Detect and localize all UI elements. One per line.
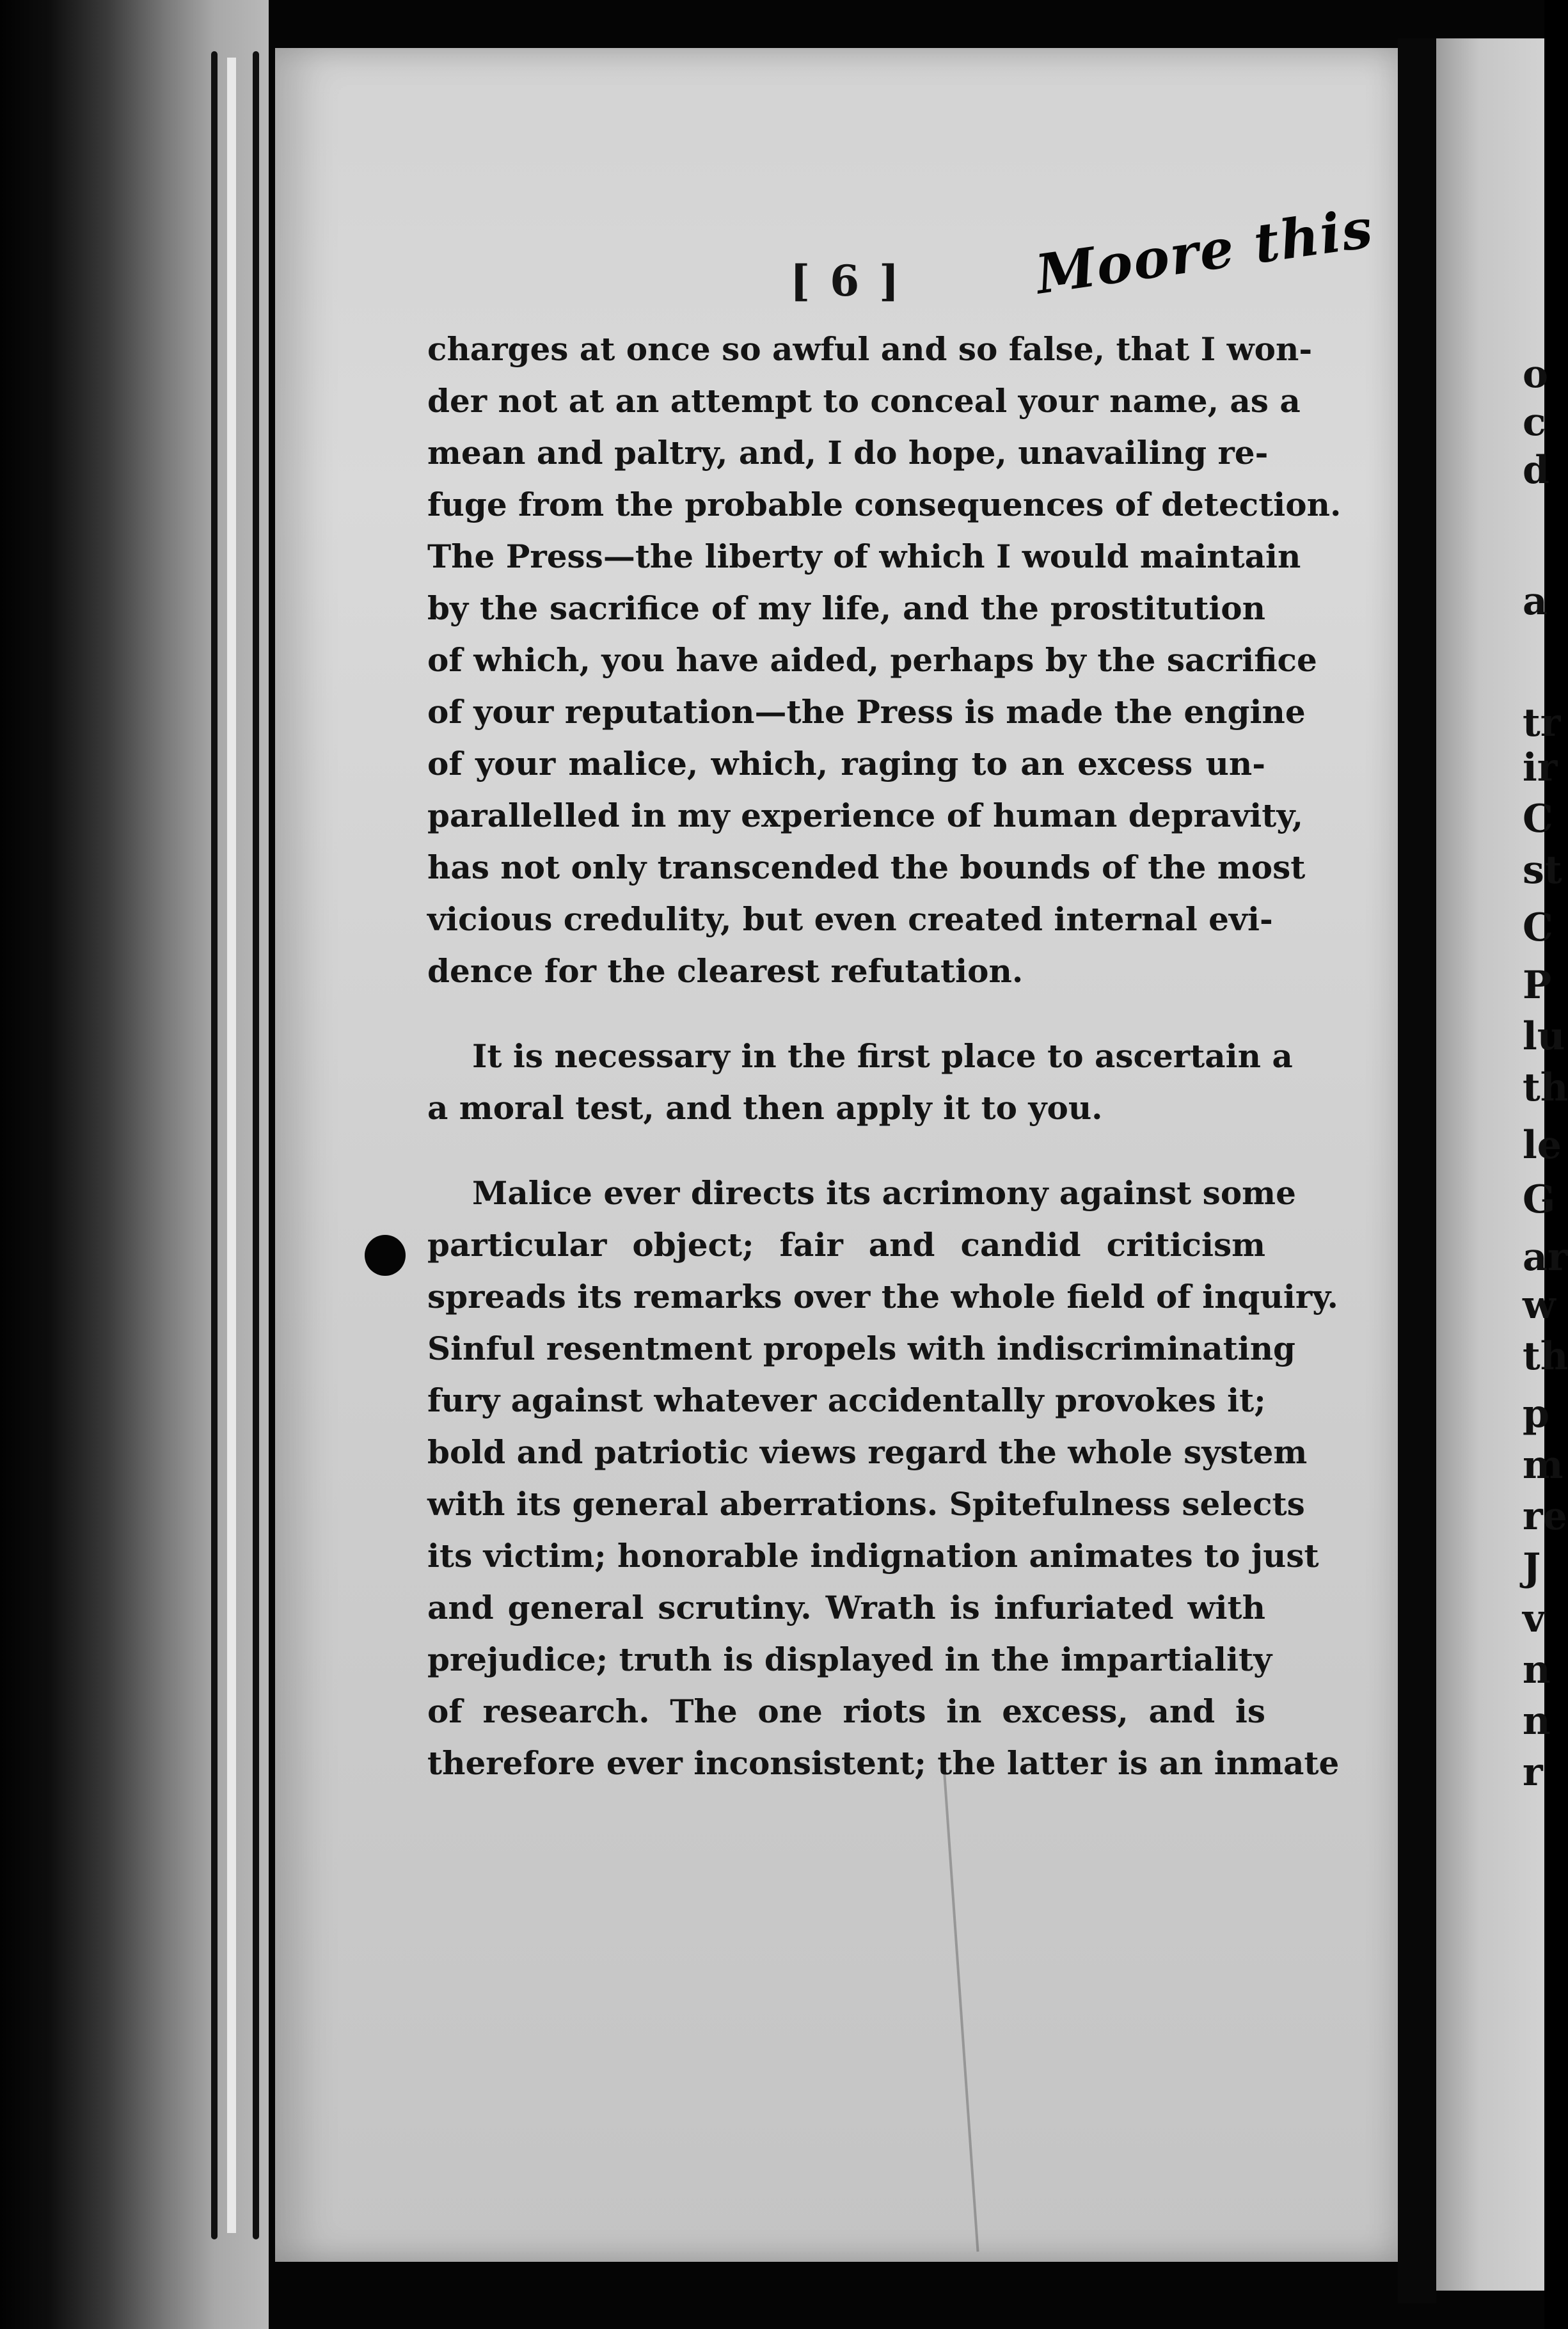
paragraph-gap: [427, 1134, 1265, 1167]
next-page-letter: tr: [1523, 701, 1561, 745]
text-line: of your reputation—the Press is made the engine: [427, 693, 1306, 731]
text-line: fuge from the probable consequences of detection.: [427, 486, 1342, 523]
text-line: particular object; fair and candid criticism: [427, 1226, 1265, 1264]
text-line: der not at an attempt to conceal your name, as a: [427, 382, 1301, 420]
paragraph-gap: [427, 997, 1265, 1030]
text-line: with its general aberrations. Spitefulness selects: [427, 1485, 1305, 1523]
text-line: therefore ever inconsistent; the latter is an inmate: [427, 1744, 1340, 1782]
text-line: It is necessary in the first place to ascertain a: [472, 1037, 1293, 1075]
text-line: of research. The one riots in excess, and is: [427, 1692, 1265, 1730]
text-line: of which, you have aided, perhaps by the sacrifice: [427, 641, 1317, 679]
next-page-letter: re: [1523, 1494, 1567, 1539]
next-page-letter: n: [1523, 1648, 1551, 1692]
next-page-letter: J: [1523, 1545, 1541, 1590]
page-edge-line: [211, 51, 218, 2239]
next-page-letter: n: [1523, 1699, 1551, 1744]
text-line: parallelled in my experience of human depravity,: [427, 797, 1304, 834]
text-line: Sinful resentment propels with indiscriminating: [427, 1330, 1296, 1367]
text-line: and general scrutiny. Wrath is infuriated with: [427, 1589, 1265, 1626]
text-line: Malice ever directs its acrimony against some: [472, 1174, 1296, 1212]
next-page-letter: r: [1523, 1750, 1543, 1795]
ink-blot: [365, 1235, 406, 1276]
text-line: prejudice; truth is displayed in the impartiality: [427, 1641, 1272, 1678]
handwritten-annotation: Moore this: [1032, 196, 1377, 306]
page-edges: [0, 0, 269, 2329]
text-line: by the sacrifice of my life, and the prostitution: [427, 589, 1265, 627]
next-page-letter: ir: [1523, 745, 1558, 790]
text-line: vicious credulity, but even created internal evi-: [427, 900, 1273, 938]
next-page-letter: o: [1523, 352, 1549, 397]
next-page-letter: C: [1523, 905, 1553, 950]
text-line: fury against whatever accidentally provokes it;: [427, 1381, 1266, 1419]
next-page-letter: th: [1523, 1334, 1568, 1379]
text-line: spreads its remarks over the whole field of inquiry.: [427, 1278, 1338, 1316]
next-page-letter: m: [1523, 1443, 1564, 1488]
page-gutter: [1398, 38, 1436, 2303]
text-line: its victim; honorable indignation animates to just: [427, 1537, 1319, 1575]
text-line: charges at once so awful and so false, that I won-: [427, 330, 1313, 368]
next-page-letter: p: [1523, 1392, 1549, 1436]
next-page-letter: v: [1523, 1596, 1545, 1641]
next-page-letter: P: [1523, 963, 1552, 1008]
next-page-letter: le: [1523, 1123, 1562, 1168]
text-line: of your malice, which, raging to an excess un-: [427, 745, 1265, 783]
next-page-letter: w: [1523, 1283, 1556, 1328]
next-page-letter: lu: [1523, 1014, 1565, 1059]
body-text: [427, 323, 1342, 1789]
next-page-letter: d: [1523, 448, 1549, 493]
text-line: a moral test, and then apply it to you.: [427, 1089, 1103, 1127]
next-page-fragment: [1436, 38, 1568, 2291]
next-page-letter: c: [1523, 400, 1546, 445]
text-line: The Press—the liberty of which I would maintain: [427, 537, 1301, 575]
next-page-letter: th: [1523, 1065, 1568, 1110]
page-edge-highlight: [227, 58, 236, 2233]
next-page-letter: a: [1523, 579, 1548, 624]
next-page-letter: G: [1523, 1177, 1556, 1222]
next-page-letter: C: [1523, 797, 1553, 841]
text-line: dence for the clearest refutation.: [427, 952, 1024, 990]
next-page-letter: st: [1523, 848, 1562, 893]
text-line: mean and paltry, and, I do hope, unavailing re-: [427, 434, 1269, 472]
next-page-letter: ar: [1523, 1235, 1568, 1280]
text-line: has not only transcended the bounds of the most: [427, 848, 1306, 886]
page-edge-line: [253, 51, 259, 2239]
page-number: [ 6 ]: [790, 256, 902, 306]
text-line: bold and patriotic views regard the whole system: [427, 1433, 1308, 1471]
